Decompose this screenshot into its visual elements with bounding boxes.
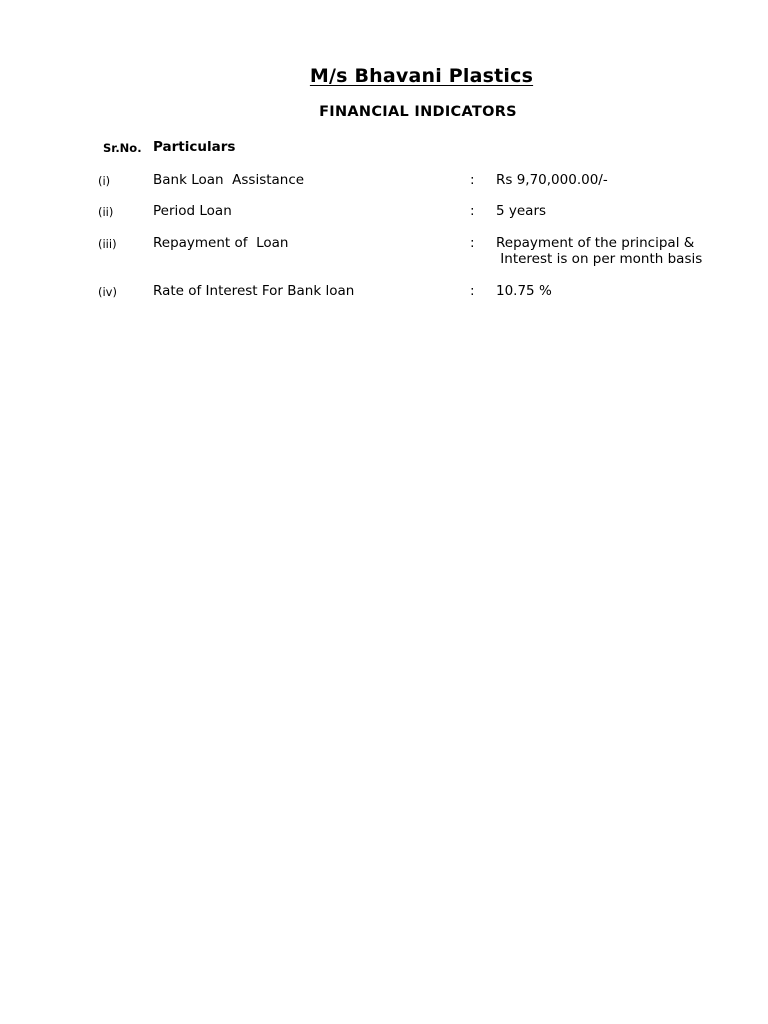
row-value: 5 years bbox=[496, 203, 547, 219]
row-value: Rs 9,70,000.00/- bbox=[496, 172, 608, 188]
row-separator: : bbox=[470, 283, 475, 299]
row-separator: : bbox=[470, 235, 475, 251]
row-number: (ii) bbox=[98, 205, 114, 219]
row-number: (iv) bbox=[98, 285, 117, 299]
row-separator: : bbox=[470, 203, 475, 219]
row-value: Repayment of the principal & Interest is on per month basis bbox=[496, 235, 703, 267]
row-number: (iii) bbox=[98, 237, 117, 251]
row-label: Bank Loan Assistance bbox=[153, 172, 305, 188]
section-heading: FINANCIAL INDICATORS bbox=[319, 104, 517, 120]
row-number: (i) bbox=[98, 174, 111, 188]
row-value: 10.75 % bbox=[496, 283, 552, 299]
column-header-sr-no: Sr.No. bbox=[103, 141, 142, 155]
row-label: Period Loan bbox=[153, 203, 232, 219]
column-header-particulars: Particulars bbox=[153, 139, 236, 155]
row-separator: : bbox=[470, 172, 475, 188]
row-label: Repayment of Loan bbox=[153, 235, 289, 251]
row-label: Rate of Interest For Bank loan bbox=[153, 283, 355, 299]
company-title: M/s Bhavani Plastics bbox=[309, 65, 534, 87]
